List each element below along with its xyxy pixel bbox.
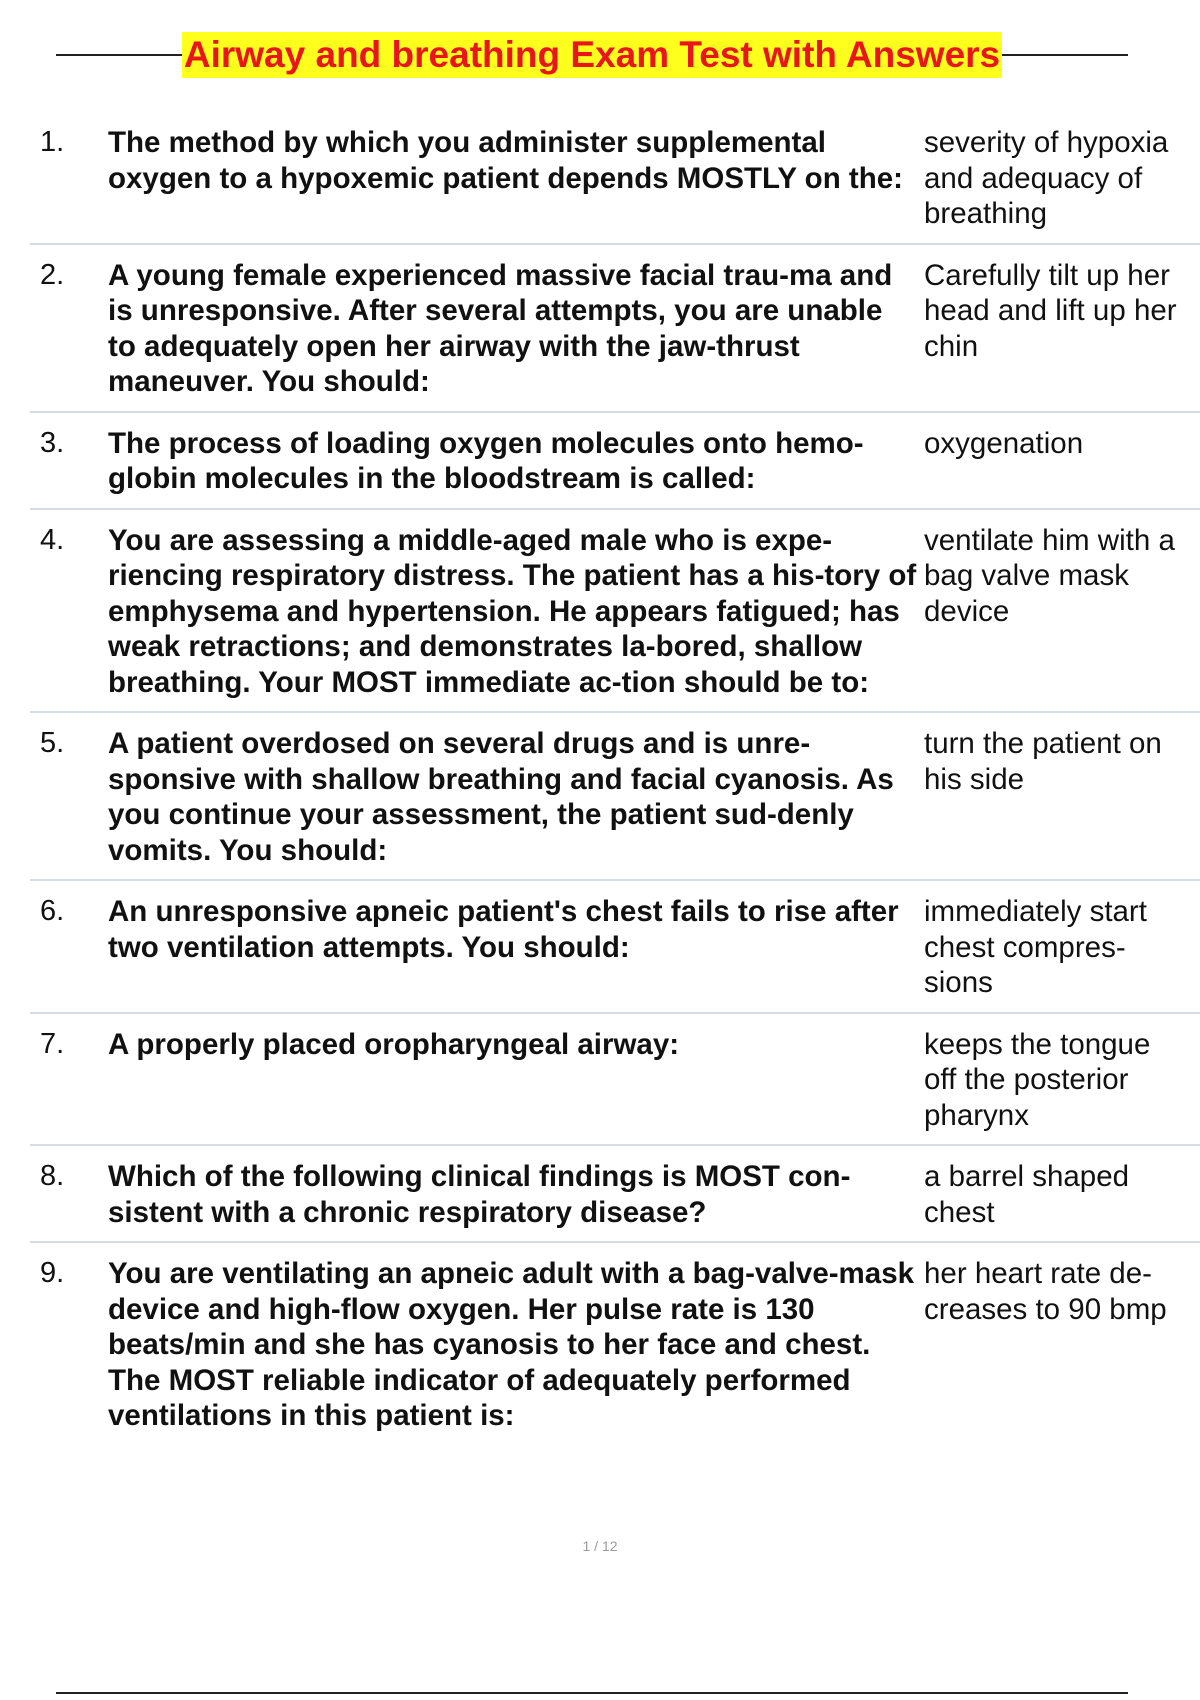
title-rule-right [1002,54,1128,56]
qa-row-1 [30,112,1200,245]
answer-text: severity of hypoxia and adequacy of breathing [924,126,1169,230]
question-number: 9. [40,1257,65,1289]
answer-text: immediately start chest compres-sions [924,895,1147,999]
question-text: The method by which you administer supplemental oxygen to a hypoxemic patient depends MOSTLY on the: [108,126,903,195]
qa-row-3 [30,413,1200,510]
question-text: You are assessing a middle-aged male who is expe-riencing respiratory distress. The patient has a his-tory of emphysema and hypertension. He appears fatigued; has weak retractions; and demonstrates la-bored, shallow breathing. Your MOST immediate ac-tion should be to: [108,523,917,699]
qa-row-7 [30,1014,1200,1147]
question-number: 8. [40,1160,65,1192]
question-text: An unresponsive apneic patient's chest fails to rise after two ventilation attempts. You should: [108,895,899,964]
title-rule-left [56,54,182,56]
qa-row-8 [30,1146,1200,1243]
qa-row-2 [30,245,1200,413]
qa-row-4 [30,510,1200,714]
answer-text: oxygenation [924,426,1084,460]
page-number: 1 / 12 [582,1538,618,1554]
question-number: 1. [40,126,65,158]
question-text: A young female experienced massive facial trau-ma and is unresponsive. After several attempts, you are unable to adequately open her airway with the jaw-thrust maneuver. You should: [108,258,893,398]
question-text: Which of the following clinical findings is MOST con-sistent with a chronic respiratory disease? [108,1160,851,1229]
answer-text: turn the patient on his side [924,727,1162,796]
answer-text: ventilate him with a bag valve mask device [924,523,1175,628]
question-text: The process of loading oxygen molecules onto hemo-globin molecules in the bloodstream is called: [108,426,864,495]
qa-list [30,112,1200,1445]
question-number: 2. [40,258,65,291]
answer-text: Carefully tilt up her head and lift up her chin [924,258,1177,363]
question-number: 5. [40,727,65,759]
qa-row-5 [30,713,1200,881]
qa-row-6 [30,881,1200,1014]
question-text: A patient overdosed on several drugs and is unre-sponsive with shallow breathing and facial cyanosis. As you continue your assessment, the patient sud-denly vomits. You should: [108,727,894,867]
document-title: Airway and breathing Exam Test with Answers [182,32,1002,78]
answer-text: a barrel shaped chest [924,1160,1130,1229]
question-number: 7. [40,1027,65,1060]
answer-text: her heart rate de-creases to 90 bmp [924,1257,1167,1326]
qa-row-9 [30,1243,1200,1445]
question-number: 4. [40,523,65,556]
answer-text: keeps the tongue off the posterior pharynx [924,1027,1151,1132]
footer-rule [56,1692,1128,1694]
question-text: A properly placed oropharyngeal airway: [108,1027,680,1061]
title-bar [56,30,1128,80]
question-text: You are ventilating an apneic adult with a bag-valve-mask device and high-flow oxygen. Her pulse rate is 130 beats/min and she has cyanosis to her face and chest. The MOST reliable indicator of adequately performed ventilations in this patient is: [108,1257,915,1432]
question-number: 6. [40,895,65,927]
question-number: 3. [40,426,65,459]
